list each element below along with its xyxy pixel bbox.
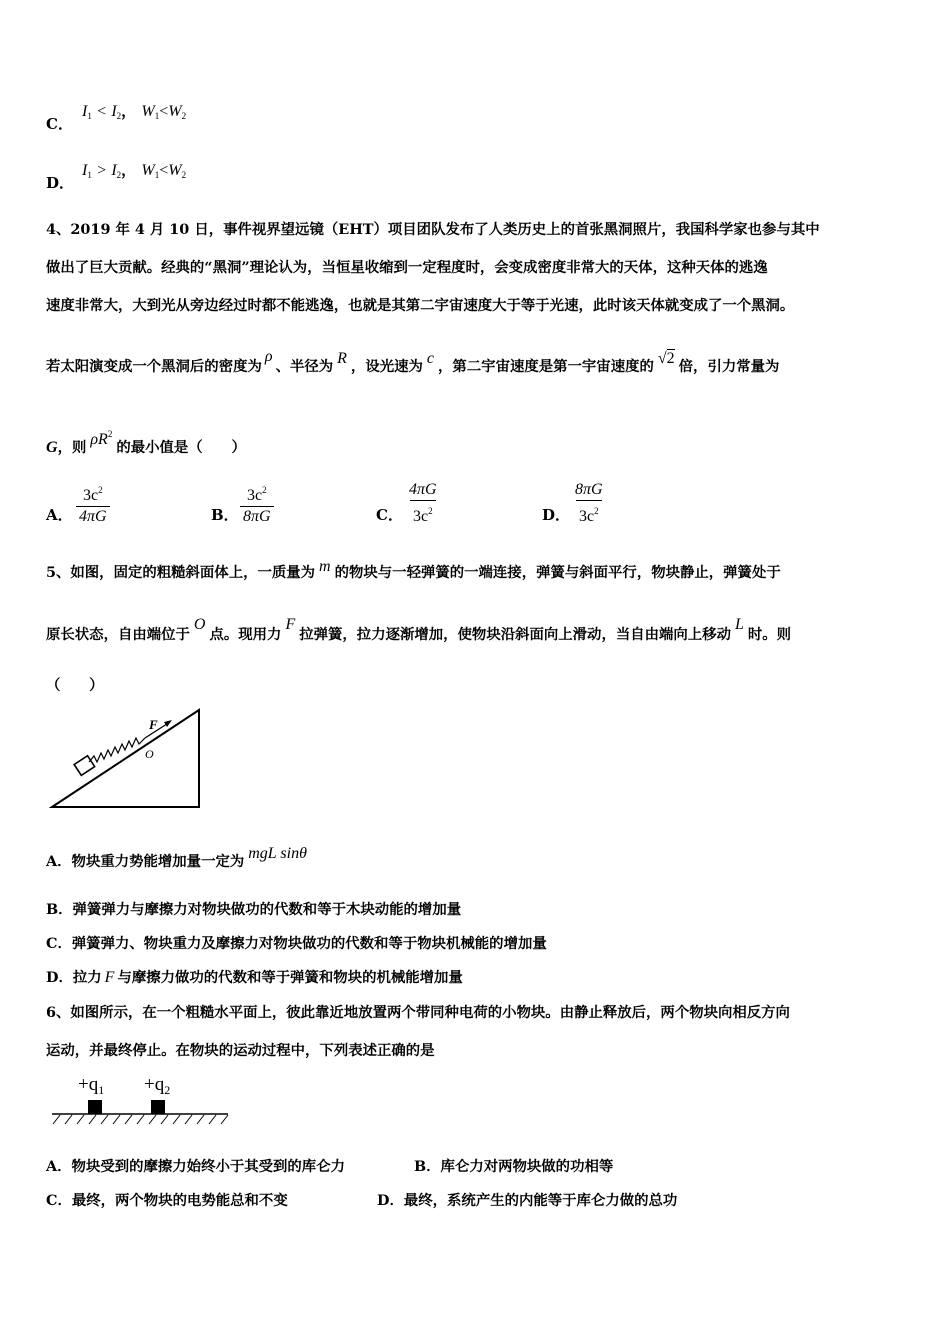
sqrt-2: √2 [657, 350, 675, 367]
figure-point-o-label: O [145, 747, 154, 761]
q4-line-5: G，则 $\rho R^2$的最小值是（ ） [46, 429, 246, 456]
incline-triangle [52, 710, 199, 807]
q1-label: $+q_1$ [78, 1074, 105, 1097]
radius-symbol: R [337, 350, 347, 367]
q6-option-a: A．物块受到的摩擦力始终小于其受到的库仑力 [46, 1158, 345, 1175]
q4-line-2: 做出了巨大贡献。经典的“黑洞”理论认为，当恒星收缩到一定程度时，会变成密度非常大的天体，这种天体的逃逸 [46, 259, 768, 276]
light-speed-symbol: c [426, 350, 434, 367]
q4-option-b-fraction: $\frac{3c^2}{8\pi G}$ [240, 480, 274, 527]
block-q1 [88, 1100, 102, 1114]
q3-option-d [46, 173, 74, 193]
q3-option-c-expr: $I_1 < I_2$， $W_1<W_2$ [82, 102, 187, 121]
q6-line-2: 运动，并最终停止。在物块的运动过程中，下列表述正确的是 [46, 1042, 435, 1059]
q3-option-c-label: C． [46, 115, 73, 133]
q4-line-3: 速度非常大，大到光从旁边经过时都不能逃逸，也就是其第二宇宙速度大于等于光速，此时该天体就变成了一个黑洞。 [46, 297, 795, 314]
q4-option-d-fraction: $\frac{8\pi G}{3c^2}$ [575, 481, 603, 525]
gravity-constant-symbol: G [46, 439, 58, 456]
mgl-sin-theta-expr: mgL sinθ [248, 845, 307, 862]
q2-label: $+q_2$ [144, 1074, 171, 1097]
figure-force-label: F [149, 717, 158, 732]
block-q2 [151, 1100, 165, 1114]
q4-option-a-label: A． [46, 506, 73, 524]
charges-figure [50, 1068, 240, 1128]
incline-figure [48, 705, 208, 815]
rho-symbol: ρ [264, 348, 273, 365]
q6-option-d: D．最终，系统产生的内能等于库仑力做的总功 [377, 1192, 678, 1209]
q5-option-d: D．拉力 F 与摩擦力做功的代数和等于弹簧和物块的机械能增加量 [46, 969, 463, 986]
q4-option-b-label: B． [211, 506, 239, 524]
q4-option-d-label: D． [542, 506, 571, 524]
q3-option-d-expr: $I_1 > I_2$， $W_1<W_2$ [82, 161, 187, 180]
q5-line-1: 5、如图，固定的粗糙斜面体上，一质量为 m 的物块与一轻弹簧的一端连接，弹簧与斜面平行，物块静止，弹簧处于 [46, 558, 781, 581]
force-symbol: F [285, 616, 296, 633]
q5-option-b: B．弹簧弹力与摩擦力对物块做功的代数和等于木块动能的增加量 [46, 901, 462, 918]
q5-option-a: A．物块重力势能增加量一定为 mgL sinθ [46, 845, 307, 870]
q5-line-2: 原长状态，自由端位于O点。现用力F拉弹簧，拉力逐渐增加，使物块沿斜面向上滑动，当自由端向上移动L时。则 [46, 616, 792, 643]
length-symbol: L [734, 616, 744, 633]
q4-option-a-fraction: $\frac{3c^2}{4\pi G}$ [76, 480, 110, 527]
q3-option-d-label: D． [46, 174, 75, 192]
q3-option-c [46, 114, 73, 134]
point-o-symbol: O [193, 616, 206, 633]
q5-option-c: C．弹簧弹力、物块重力及摩擦力对物块做功的代数和等于物块机械能的增加量 [46, 935, 547, 952]
q4-line-1: 4、2019 年 4 月 10 日，事件视界望远镜（EHT）项目团队发布了人类历史上的首张黑洞照片，我国科学家也参与其中 [46, 221, 820, 238]
q4-option-c-label: C． [376, 506, 403, 524]
q6-line-1: 6、如图所示，在一个粗糙水平面上，彼此靠近地放置两个带同种电荷的小物块。由静止释放后，两个物块向相反方向 [46, 1004, 790, 1021]
force-f-symbol: F [104, 969, 115, 986]
ground-hatching [53, 1115, 228, 1124]
q6-option-b: B．库仑力对两物块做的功相等 [414, 1158, 614, 1175]
rho-r2-expr: $\rho R^2$ [90, 429, 113, 448]
q5-line-3: （ ） [46, 677, 104, 694]
q4-option-c-fraction: $\frac{4\pi G}{3c^2}$ [409, 481, 437, 525]
q6-option-c: C．最终，两个物块的电势能总和不变 [46, 1192, 288, 1209]
force-arrow-head [164, 720, 172, 727]
mass-symbol: m [319, 558, 331, 575]
q4-line-4: 若太阳演变成一个黑洞后的密度为ρ、半径为 R ，设光速为 c ，第二宇宙速度是第一宇宙速度的 √2 倍，引力常量为 [46, 348, 780, 375]
